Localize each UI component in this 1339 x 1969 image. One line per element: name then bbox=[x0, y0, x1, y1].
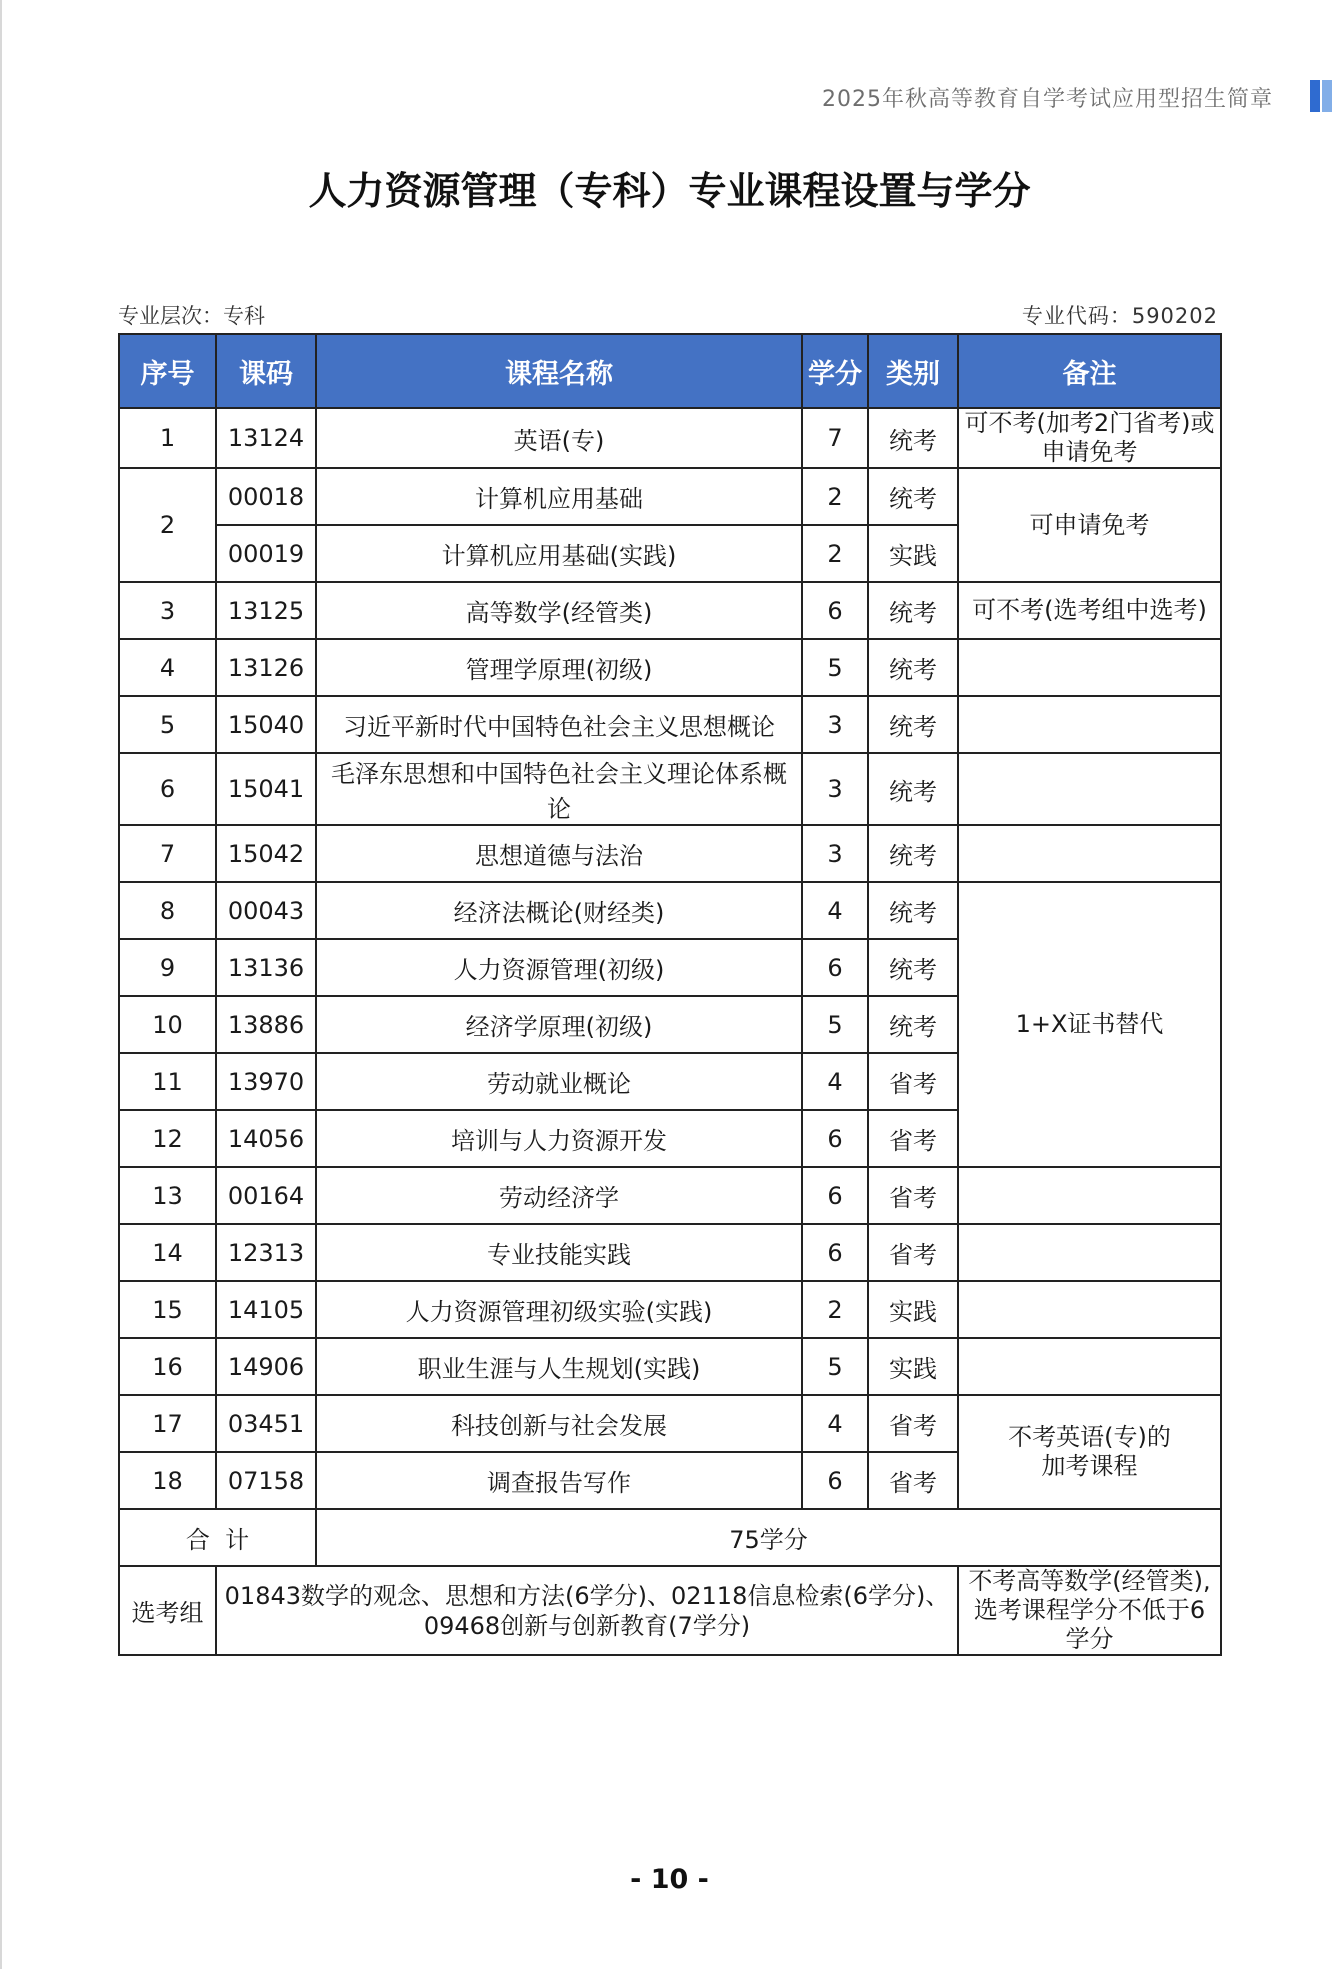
cell-type: 统考 bbox=[868, 753, 958, 825]
table-row bbox=[119, 639, 1221, 696]
cell-note bbox=[958, 1167, 1221, 1224]
cell-name: 调查报告写作 bbox=[316, 1452, 802, 1509]
cell-type: 省考 bbox=[868, 1167, 958, 1224]
table-row bbox=[119, 1167, 1221, 1224]
major-level: 专业层次：专科 bbox=[118, 304, 265, 328]
cell-name: 培训与人力资源开发 bbox=[316, 1110, 802, 1167]
cell-type: 统考 bbox=[868, 996, 958, 1053]
elective-row bbox=[119, 1566, 1221, 1655]
cell-name: 经济学原理(初级) bbox=[316, 996, 802, 1053]
cell-code: 12313 bbox=[216, 1224, 316, 1281]
cell-type: 统考 bbox=[868, 939, 958, 996]
col-header-type: 类别 bbox=[868, 334, 958, 408]
cell-code: 13886 bbox=[216, 996, 316, 1053]
cell-name: 人力资源管理(初级) bbox=[316, 939, 802, 996]
cell-seq: 2 bbox=[119, 468, 216, 582]
cell-credit: 2 bbox=[802, 468, 868, 525]
cell-code: 13970 bbox=[216, 1053, 316, 1110]
col-header-code: 课码 bbox=[216, 334, 316, 408]
cell-code: 14105 bbox=[216, 1281, 316, 1338]
table-row bbox=[119, 1224, 1221, 1281]
cell-type: 省考 bbox=[868, 1053, 958, 1110]
cell-credit: 6 bbox=[802, 1452, 868, 1509]
cell-name: 职业生涯与人生规划(实践) bbox=[316, 1338, 802, 1395]
cell-name: 劳动就业概论 bbox=[316, 1053, 802, 1110]
cell-type: 统考 bbox=[868, 696, 958, 753]
cell-type: 统考 bbox=[868, 582, 958, 639]
total-label: 合 计 bbox=[119, 1509, 316, 1566]
cell-seq: 18 bbox=[119, 1452, 216, 1509]
cell-name: 专业技能实践 bbox=[316, 1224, 802, 1281]
cell-name: 管理学原理(初级) bbox=[316, 639, 802, 696]
cell-credit: 6 bbox=[802, 582, 868, 639]
table-row bbox=[119, 1395, 1221, 1452]
col-header-name: 课程名称 bbox=[316, 334, 802, 408]
elective-note: 不考高等数学(经管类),选考课程学分不低于6学分 bbox=[958, 1566, 1221, 1655]
cell-type: 省考 bbox=[868, 1224, 958, 1281]
cell-seq: 10 bbox=[119, 996, 216, 1053]
cell-code: 15040 bbox=[216, 696, 316, 753]
cell-seq: 14 bbox=[119, 1224, 216, 1281]
cell-credit: 2 bbox=[802, 525, 868, 582]
course-table bbox=[118, 333, 1222, 1656]
table-row bbox=[119, 1281, 1221, 1338]
cell-code: 13124 bbox=[216, 408, 316, 468]
page-number: - 10 - bbox=[630, 1864, 709, 1895]
cell-name: 计算机应用基础(实践) bbox=[316, 525, 802, 582]
cell-note bbox=[958, 825, 1221, 882]
total-value: 75学分 bbox=[316, 1509, 1221, 1566]
cell-seq: 7 bbox=[119, 825, 216, 882]
cell-credit: 4 bbox=[802, 882, 868, 939]
cell-name: 经济法概论(财经类) bbox=[316, 882, 802, 939]
cell-seq: 4 bbox=[119, 639, 216, 696]
table-row bbox=[119, 882, 1221, 939]
cell-credit: 4 bbox=[802, 1053, 868, 1110]
cell-name: 科技创新与社会发展 bbox=[316, 1395, 802, 1452]
cell-name: 人力资源管理初级实验(实践) bbox=[316, 1281, 802, 1338]
cell-credit: 3 bbox=[802, 825, 868, 882]
elective-label: 选考组 bbox=[119, 1566, 216, 1655]
cell-code: 15042 bbox=[216, 825, 316, 882]
cell-seq: 13 bbox=[119, 1167, 216, 1224]
cell-credit: 3 bbox=[802, 696, 868, 753]
table-row bbox=[119, 582, 1221, 639]
cell-credit: 7 bbox=[802, 408, 868, 468]
major-code: 专业代码：590202 bbox=[1021, 304, 1218, 328]
cell-name: 高等数学(经管类) bbox=[316, 582, 802, 639]
page-edge bbox=[0, 0, 2, 1969]
cell-type: 省考 bbox=[868, 1110, 958, 1167]
cell-code: 14906 bbox=[216, 1338, 316, 1395]
cell-type: 统考 bbox=[868, 882, 958, 939]
cell-seq: 12 bbox=[119, 1110, 216, 1167]
page-header: 2025年秋高等教育自学考试应用型招生简章 bbox=[822, 87, 1273, 112]
cell-note bbox=[958, 696, 1221, 753]
total-row bbox=[119, 1509, 1221, 1566]
cell-code: 03451 bbox=[216, 1395, 316, 1452]
cell-code: 13125 bbox=[216, 582, 316, 639]
cell-type: 实践 bbox=[868, 525, 958, 582]
cell-note bbox=[958, 639, 1221, 696]
cell-seq: 3 bbox=[119, 582, 216, 639]
cell-seq: 15 bbox=[119, 1281, 216, 1338]
cell-name: 计算机应用基础 bbox=[316, 468, 802, 525]
cell-seq: 8 bbox=[119, 882, 216, 939]
cell-note: 1+X证书替代 bbox=[958, 882, 1221, 1167]
cell-name: 习近平新时代中国特色社会主义思想概论 bbox=[316, 696, 802, 753]
cell-credit: 3 bbox=[802, 753, 868, 825]
header-accent-bar-light bbox=[1322, 80, 1332, 112]
cell-code: 15041 bbox=[216, 753, 316, 825]
page-title: 人力资源管理（专科）专业课程设置与学分 bbox=[308, 168, 1031, 213]
cell-credit: 6 bbox=[802, 939, 868, 996]
cell-type: 统考 bbox=[868, 825, 958, 882]
cell-code: 00164 bbox=[216, 1167, 316, 1224]
cell-type: 统考 bbox=[868, 408, 958, 468]
cell-note bbox=[958, 1338, 1221, 1395]
cell-type: 统考 bbox=[868, 468, 958, 525]
cell-credit: 6 bbox=[802, 1224, 868, 1281]
col-header-seq: 序号 bbox=[119, 334, 216, 408]
cell-type: 省考 bbox=[868, 1395, 958, 1452]
table-row bbox=[119, 696, 1221, 753]
cell-note bbox=[958, 1224, 1221, 1281]
header-accent-bar bbox=[1310, 80, 1320, 112]
cell-type: 实践 bbox=[868, 1338, 958, 1395]
cell-note: 可不考(加考2门省考)或申请免考 bbox=[958, 408, 1221, 468]
table-header-row bbox=[119, 334, 1221, 408]
cell-seq: 16 bbox=[119, 1338, 216, 1395]
cell-code: 00019 bbox=[216, 525, 316, 582]
cell-note: 可不考(选考组中选考) bbox=[958, 582, 1221, 639]
cell-seq: 9 bbox=[119, 939, 216, 996]
elective-courses: 01843数学的观念、思想和方法(6学分)、02118信息检索(6学分)、09468创新与创新教育(7学分) bbox=[216, 1566, 958, 1655]
table-row bbox=[119, 753, 1221, 825]
table-row bbox=[119, 1338, 1221, 1395]
cell-credit: 2 bbox=[802, 1281, 868, 1338]
col-header-note: 备注 bbox=[958, 334, 1221, 408]
cell-type: 实践 bbox=[868, 1281, 958, 1338]
cell-code: 00043 bbox=[216, 882, 316, 939]
cell-credit: 5 bbox=[802, 1338, 868, 1395]
cell-credit: 5 bbox=[802, 639, 868, 696]
cell-seq: 1 bbox=[119, 408, 216, 468]
cell-code: 00018 bbox=[216, 468, 316, 525]
cell-credit: 6 bbox=[802, 1167, 868, 1224]
table-row bbox=[119, 825, 1221, 882]
table-row bbox=[119, 468, 1221, 525]
cell-note bbox=[958, 1281, 1221, 1338]
cell-name: 毛泽东思想和中国特色社会主义理论体系概论 bbox=[316, 753, 802, 825]
cell-type: 省考 bbox=[868, 1452, 958, 1509]
cell-name: 劳动经济学 bbox=[316, 1167, 802, 1224]
cell-code: 07158 bbox=[216, 1452, 316, 1509]
cell-credit: 6 bbox=[802, 1110, 868, 1167]
col-header-credit: 学分 bbox=[802, 334, 868, 408]
cell-name: 英语(专) bbox=[316, 408, 802, 468]
cell-seq: 6 bbox=[119, 753, 216, 825]
cell-credit: 5 bbox=[802, 996, 868, 1053]
cell-code: 13126 bbox=[216, 639, 316, 696]
cell-credit: 4 bbox=[802, 1395, 868, 1452]
cell-note bbox=[958, 753, 1221, 825]
cell-seq: 17 bbox=[119, 1395, 216, 1452]
cell-seq: 11 bbox=[119, 1053, 216, 1110]
cell-name: 思想道德与法治 bbox=[316, 825, 802, 882]
cell-note: 可申请免考 bbox=[958, 468, 1221, 582]
table-row bbox=[119, 408, 1221, 468]
cell-note: 不考英语(专)的加考课程 bbox=[958, 1395, 1221, 1509]
cell-code: 14056 bbox=[216, 1110, 316, 1167]
cell-type: 统考 bbox=[868, 639, 958, 696]
cell-seq: 5 bbox=[119, 696, 216, 753]
cell-code: 13136 bbox=[216, 939, 316, 996]
